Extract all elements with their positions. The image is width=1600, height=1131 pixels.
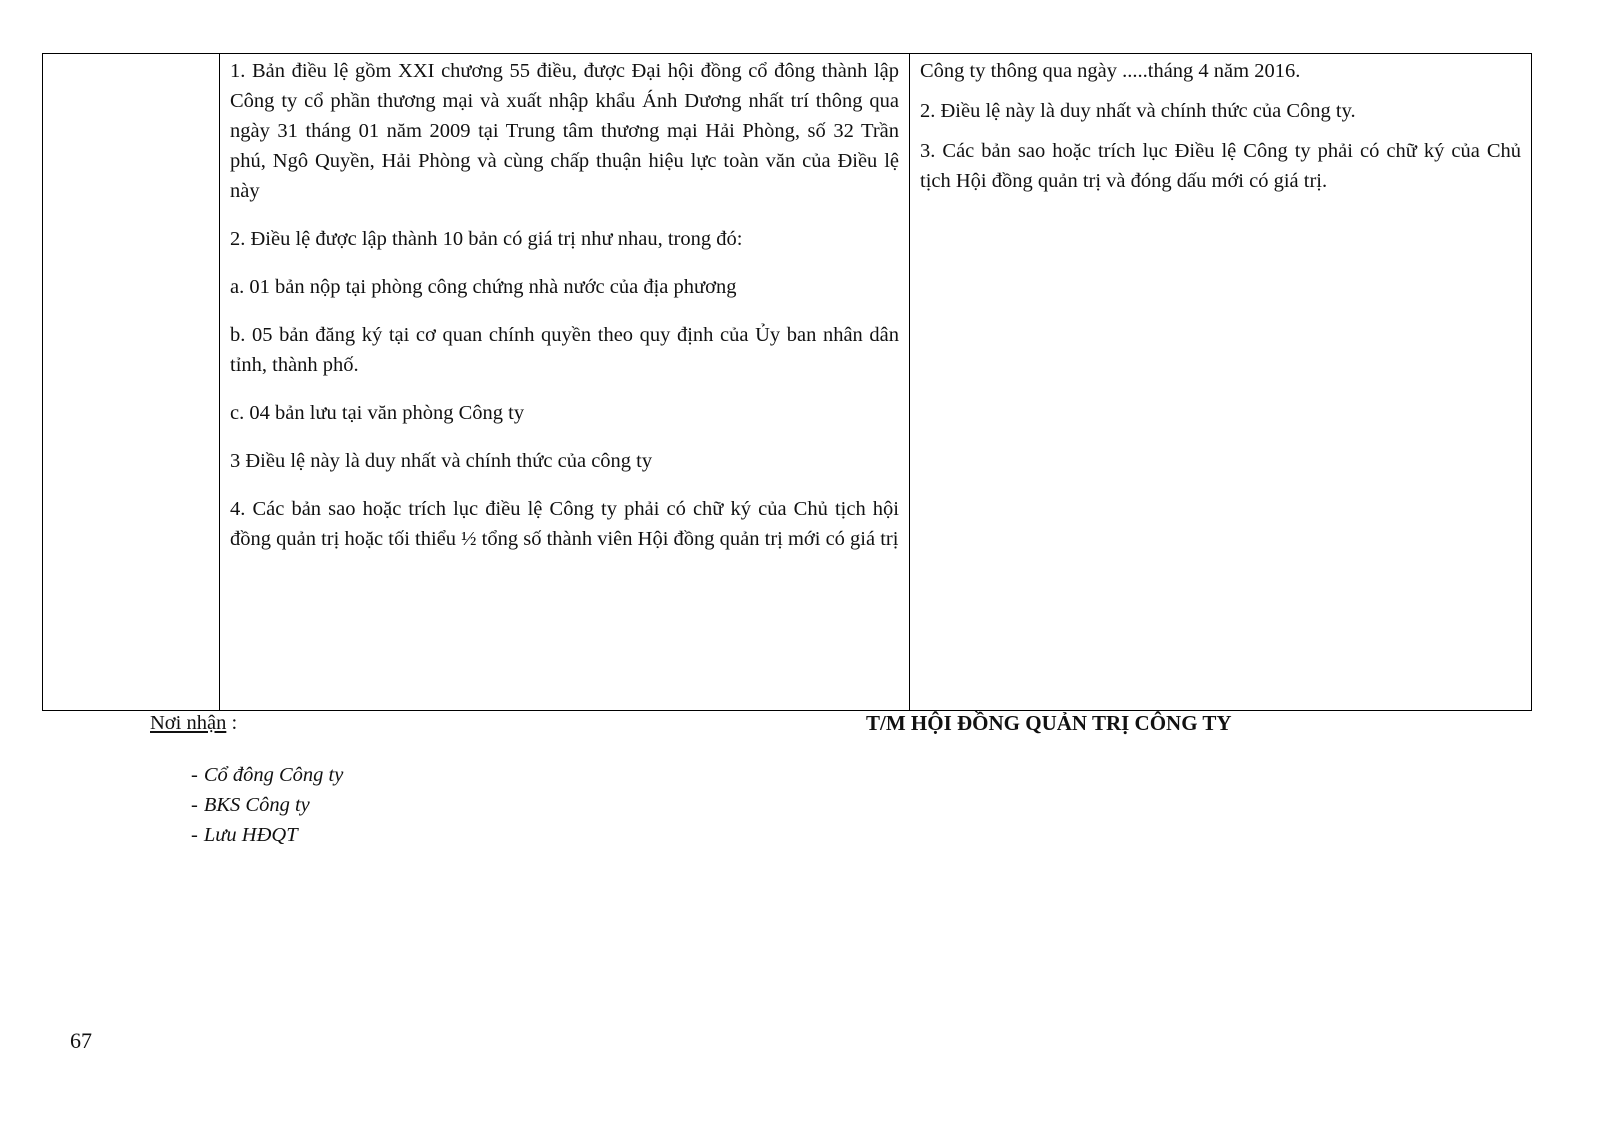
recipient-name: BKS Công ty <box>203 794 310 816</box>
table-column-old-text <box>220 54 910 710</box>
old-text-paragraph-1: 1. Bản điều lệ gồm XXI chương 55 điều, được Đại hội đồng cổ đông thành lập Công ty cổ phần thương mại và xuất nhập khẩu Ánh Dương nhất trí thông qua ngày 31 tháng 01 năm 2009 tại Trung tâm thương mại Hải Phòng, số 32 Trần phú, Ngô Quyền, Hải Phòng và cùng chấp thuận hiệu lực toàn văn của Điều lệ này <box>230 60 899 202</box>
table-column-new-text <box>910 54 1531 710</box>
amendment-table <box>42 53 1532 711</box>
old-text-paragraph-7: 4. Các bản sao hoặc trích lục điều lệ Công ty phải có chữ ký của Chủ tịch hội đồng quản trị hoặc tối thiểu ½ tổng số thành viên Hội đồng quản trị mới có giá trị <box>230 498 899 550</box>
list-dash: - <box>191 824 198 846</box>
old-text-paragraph-5: c. 04 bản lưu tại văn phòng Công ty <box>230 402 525 424</box>
old-text-paragraph-3: a. 01 bản nộp tại phòng công chứng nhà nước của địa phương <box>230 276 737 298</box>
new-text-paragraph-2: 2. Điều lệ này là duy nhất và chính thức của Công ty. <box>920 100 1356 122</box>
old-text-paragraph-2: 2. Điều lệ được lập thành 10 bản có giá trị như nhau, trong đó: <box>230 228 743 250</box>
recipient-name: Cổ đông Công ty <box>203 764 344 786</box>
recipients-label: Nơi nhận <box>150 712 227 734</box>
new-text-paragraph-1: Công ty thông qua ngày .....tháng 4 năm 2016. <box>920 60 1301 82</box>
recipients-colon: : <box>226 712 238 734</box>
list-item <box>191 760 343 790</box>
old-text-paragraph-4: b. 05 bản đăng ký tại cơ quan chính quyền theo quy định của Ủy ban nhân dân tỉnh, thành phố. <box>230 324 899 376</box>
new-text-paragraph-3: 3. Các bản sao hoặc trích lục Điều lệ Công ty phải có chữ ký của Chủ tịch Hội đồng quản trị và đóng dấu mới có giá trị. <box>920 140 1521 192</box>
list-item <box>191 790 343 820</box>
recipients-heading <box>150 710 237 736</box>
table-column-empty <box>43 54 220 710</box>
page-number: 67 <box>70 1028 92 1053</box>
list-dash: - <box>191 764 198 786</box>
old-text-paragraph-6: 3 Điều lệ này là duy nhất và chính thức của công ty <box>230 450 653 472</box>
recipient-name: Lưu HĐQT <box>203 824 298 846</box>
list-item <box>191 820 343 850</box>
list-dash: - <box>191 794 198 816</box>
recipients-list <box>191 760 343 850</box>
signature-title: T/M HỘI ĐỒNG QUẢN TRỊ CÔNG TY <box>866 711 1232 735</box>
